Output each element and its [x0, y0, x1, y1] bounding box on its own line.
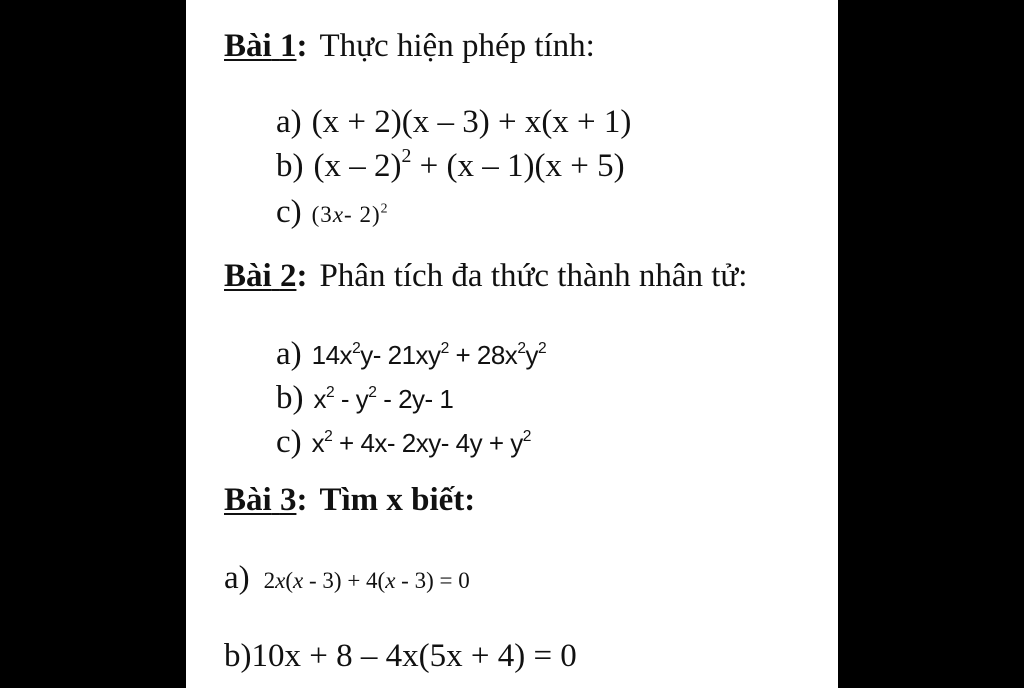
exercise-1-item-c: c) (3x- 2)$^2$ — [276, 194, 389, 230]
exercise-1-item-b: b) (x – 2)$^2$ + (x – 1)(x + 5) — [276, 145, 625, 184]
expression: 2x(x - 3) + 4(x - 3) = 0 — [263, 568, 470, 593]
exercise-3-item-a: a) 2x(x - 3) + 4(x - 3) = 0 — [224, 560, 470, 596]
exercise-3-title: Tìm x biết: — [319, 482, 476, 518]
document-page — [186, 0, 838, 688]
exercise-2-title: Phân tích đa thức thành nhân tử: — [319, 258, 748, 294]
expression: $14x^2y-$ $21xy^2 + 28x^2y^2$ — [311, 340, 547, 370]
expression: $x^2 - y^2 - 2y-$ 1 — [313, 384, 454, 414]
expression: 10x + 8 – 4x(5x + 4) = 0 — [251, 638, 577, 674]
exercise-2-label: Bài 2: — [224, 258, 308, 294]
exercise-1-label: Bài 1: — [224, 28, 308, 64]
exercise-1-item-a: a) (x + 2)(x – 3) + x(x + 1) — [276, 104, 632, 140]
exercise-2-item-a: a) $14x^2y-$ $21xy^2 + 28x^2y^2$ — [276, 336, 547, 372]
exercise-3-item-b: b)10x + 8 – 4x(5x + 4) = 0 — [224, 638, 577, 674]
expression: (x + 2)(x – 3) + x(x + 1) — [311, 104, 632, 140]
exercise-1-heading — [224, 28, 595, 65]
exercise-3-heading — [224, 482, 475, 519]
exercise-2-heading — [224, 258, 747, 295]
exercise-2-item-b: b) $x^2 - y^2 - 2y-$ 1 — [276, 380, 454, 416]
exercise-2-item-c: c) $x^2 + 4x-$ 2xy- $4y + y^2$ — [276, 424, 531, 460]
exercise-1-title: Thực hiện phép tính: — [319, 28, 595, 64]
expression: (3x- 2)$^2$ — [311, 200, 389, 227]
exercise-3-label: Bài 3: — [224, 482, 308, 518]
expression: $x^2 + 4x-$ 2xy- $4y + y^2$ — [311, 428, 531, 458]
expression: (x – 2)$^2$ + (x – 1)(x + 5) — [313, 145, 625, 184]
